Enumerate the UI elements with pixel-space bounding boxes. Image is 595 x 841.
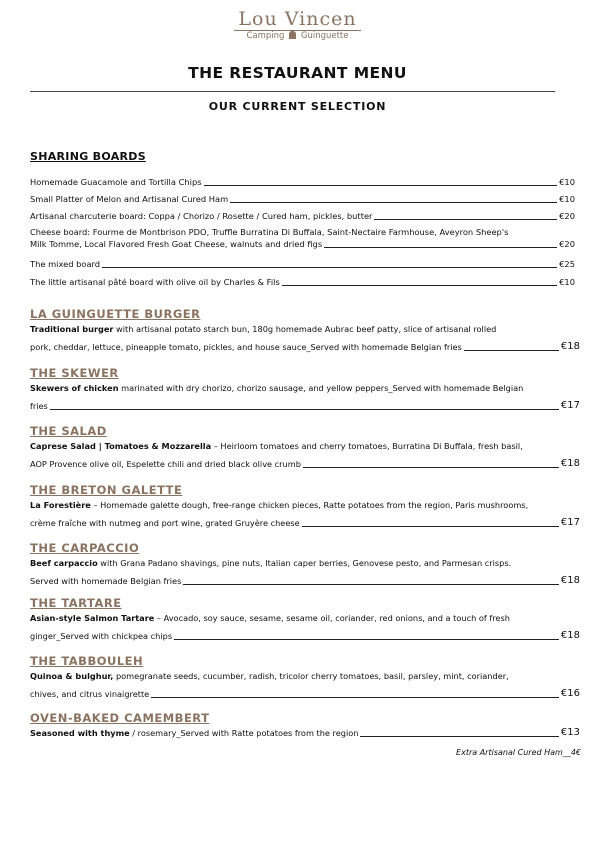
sharing-boards-heading: SHARING BOARDS	[30, 150, 146, 163]
list-item: The mixed board €25	[30, 259, 575, 269]
list-item: Homemade Guacamole and Tortilla Chips €10	[30, 177, 575, 187]
list-item: Artisanal charcuterie board: Coppa / Chorizo / Rosette / Cured ham, pickles, butter €20	[30, 211, 575, 221]
logo-name: Lou Vincen	[234, 8, 360, 31]
page-subtitle: OUR CURRENT SELECTION	[208, 100, 387, 113]
extra-note: Extra Artisanal Cured Ham__4€	[456, 748, 581, 757]
menu-item: Beef carpaccio with Grana Padano shavings, pine nuts, Italian caper berries, Genovese pesto, and Parmesan crisps. Served with homemade Belgian fries €18	[30, 558, 580, 586]
logo	[0, 8, 595, 42]
section-heading: THE SKEWER	[30, 366, 119, 380]
menu-item: Quinoa & bulghur, pomegranate seeds, cucumber, radish, tricolor cherry tomatoes, basil, parsley, mint, coriander, chives, and citrus vinaigrette €16	[30, 671, 580, 699]
hut-icon	[289, 31, 296, 39]
list-item: Cheese board: Fourme de Montbrison PDO, Truffle Burratina Di Buffala, Saint-Nectaire Farmhouse, Aveyron Sheep's Milk Tomme, Local Flavored Fresh Goat Cheese, walnuts and dried figs €20	[30, 227, 575, 249]
menu-item: Traditional burger with artisanal potato starch bun, 180g homemade Aubrac beef patty, slice of artisanal rolled pork, cheddar, lettuce, pineapple tomato, pickles, and house sauce_Served with homemade Belgian fries €18	[30, 324, 580, 352]
page-title: THE RESTAURANT MENU	[188, 64, 407, 82]
title-divider	[30, 91, 555, 92]
section-heading: THE TABBOULEH	[30, 654, 144, 668]
list-item: The little artisanal pâté board with olive oil by Charles & Fils €10	[30, 277, 575, 287]
list-item: Small Platter of Melon and Artisanal Cured Ham €10	[30, 194, 575, 204]
menu-item: La Forestière – Homemade galette dough, free-range chicken pieces, Ratte potatoes from the region, Paris mushrooms, crème fraîche with nutmeg and port wine, grated Gruyère cheese €17	[30, 500, 580, 528]
menu-item: Asian-style Salmon Tartare – Avocado, soy sauce, sesame, sesame oil, coriander, red onions, and a touch of fresh ginger_Served with chickpea chips €18	[30, 613, 580, 641]
section-heading: THE TARTARE	[30, 596, 122, 610]
menu-item: Caprese Salad | Tomatoes & Mozzarella – Heirloom tomatoes and cherry tomatoes, Burratina Di Buffala, fresh basil, AOP Provence olive oil, Espelette chili and dried black olive crumb €18	[30, 441, 580, 469]
section-heading: THE SALAD	[30, 424, 107, 438]
section-heading: THE CARPACCIO	[30, 541, 140, 555]
section-heading: THE BRETON GALETTE	[30, 483, 183, 497]
logo-left-text: Camping	[246, 31, 285, 41]
section-heading: LA GUINGUETTE BURGER	[30, 307, 201, 321]
menu-item: Skewers of chicken marinated with dry chorizo, chorizo sausage, and yellow peppers_Served with homemade Belgian fries €17	[30, 383, 580, 411]
menu-item: Seasoned with thyme / rosemary_Served with Ratte potatoes from the region €13	[30, 727, 580, 738]
section-heading: OVEN-BAKED CAMEMBERT	[30, 711, 210, 725]
logo-right-text: Guinguette	[300, 31, 349, 41]
